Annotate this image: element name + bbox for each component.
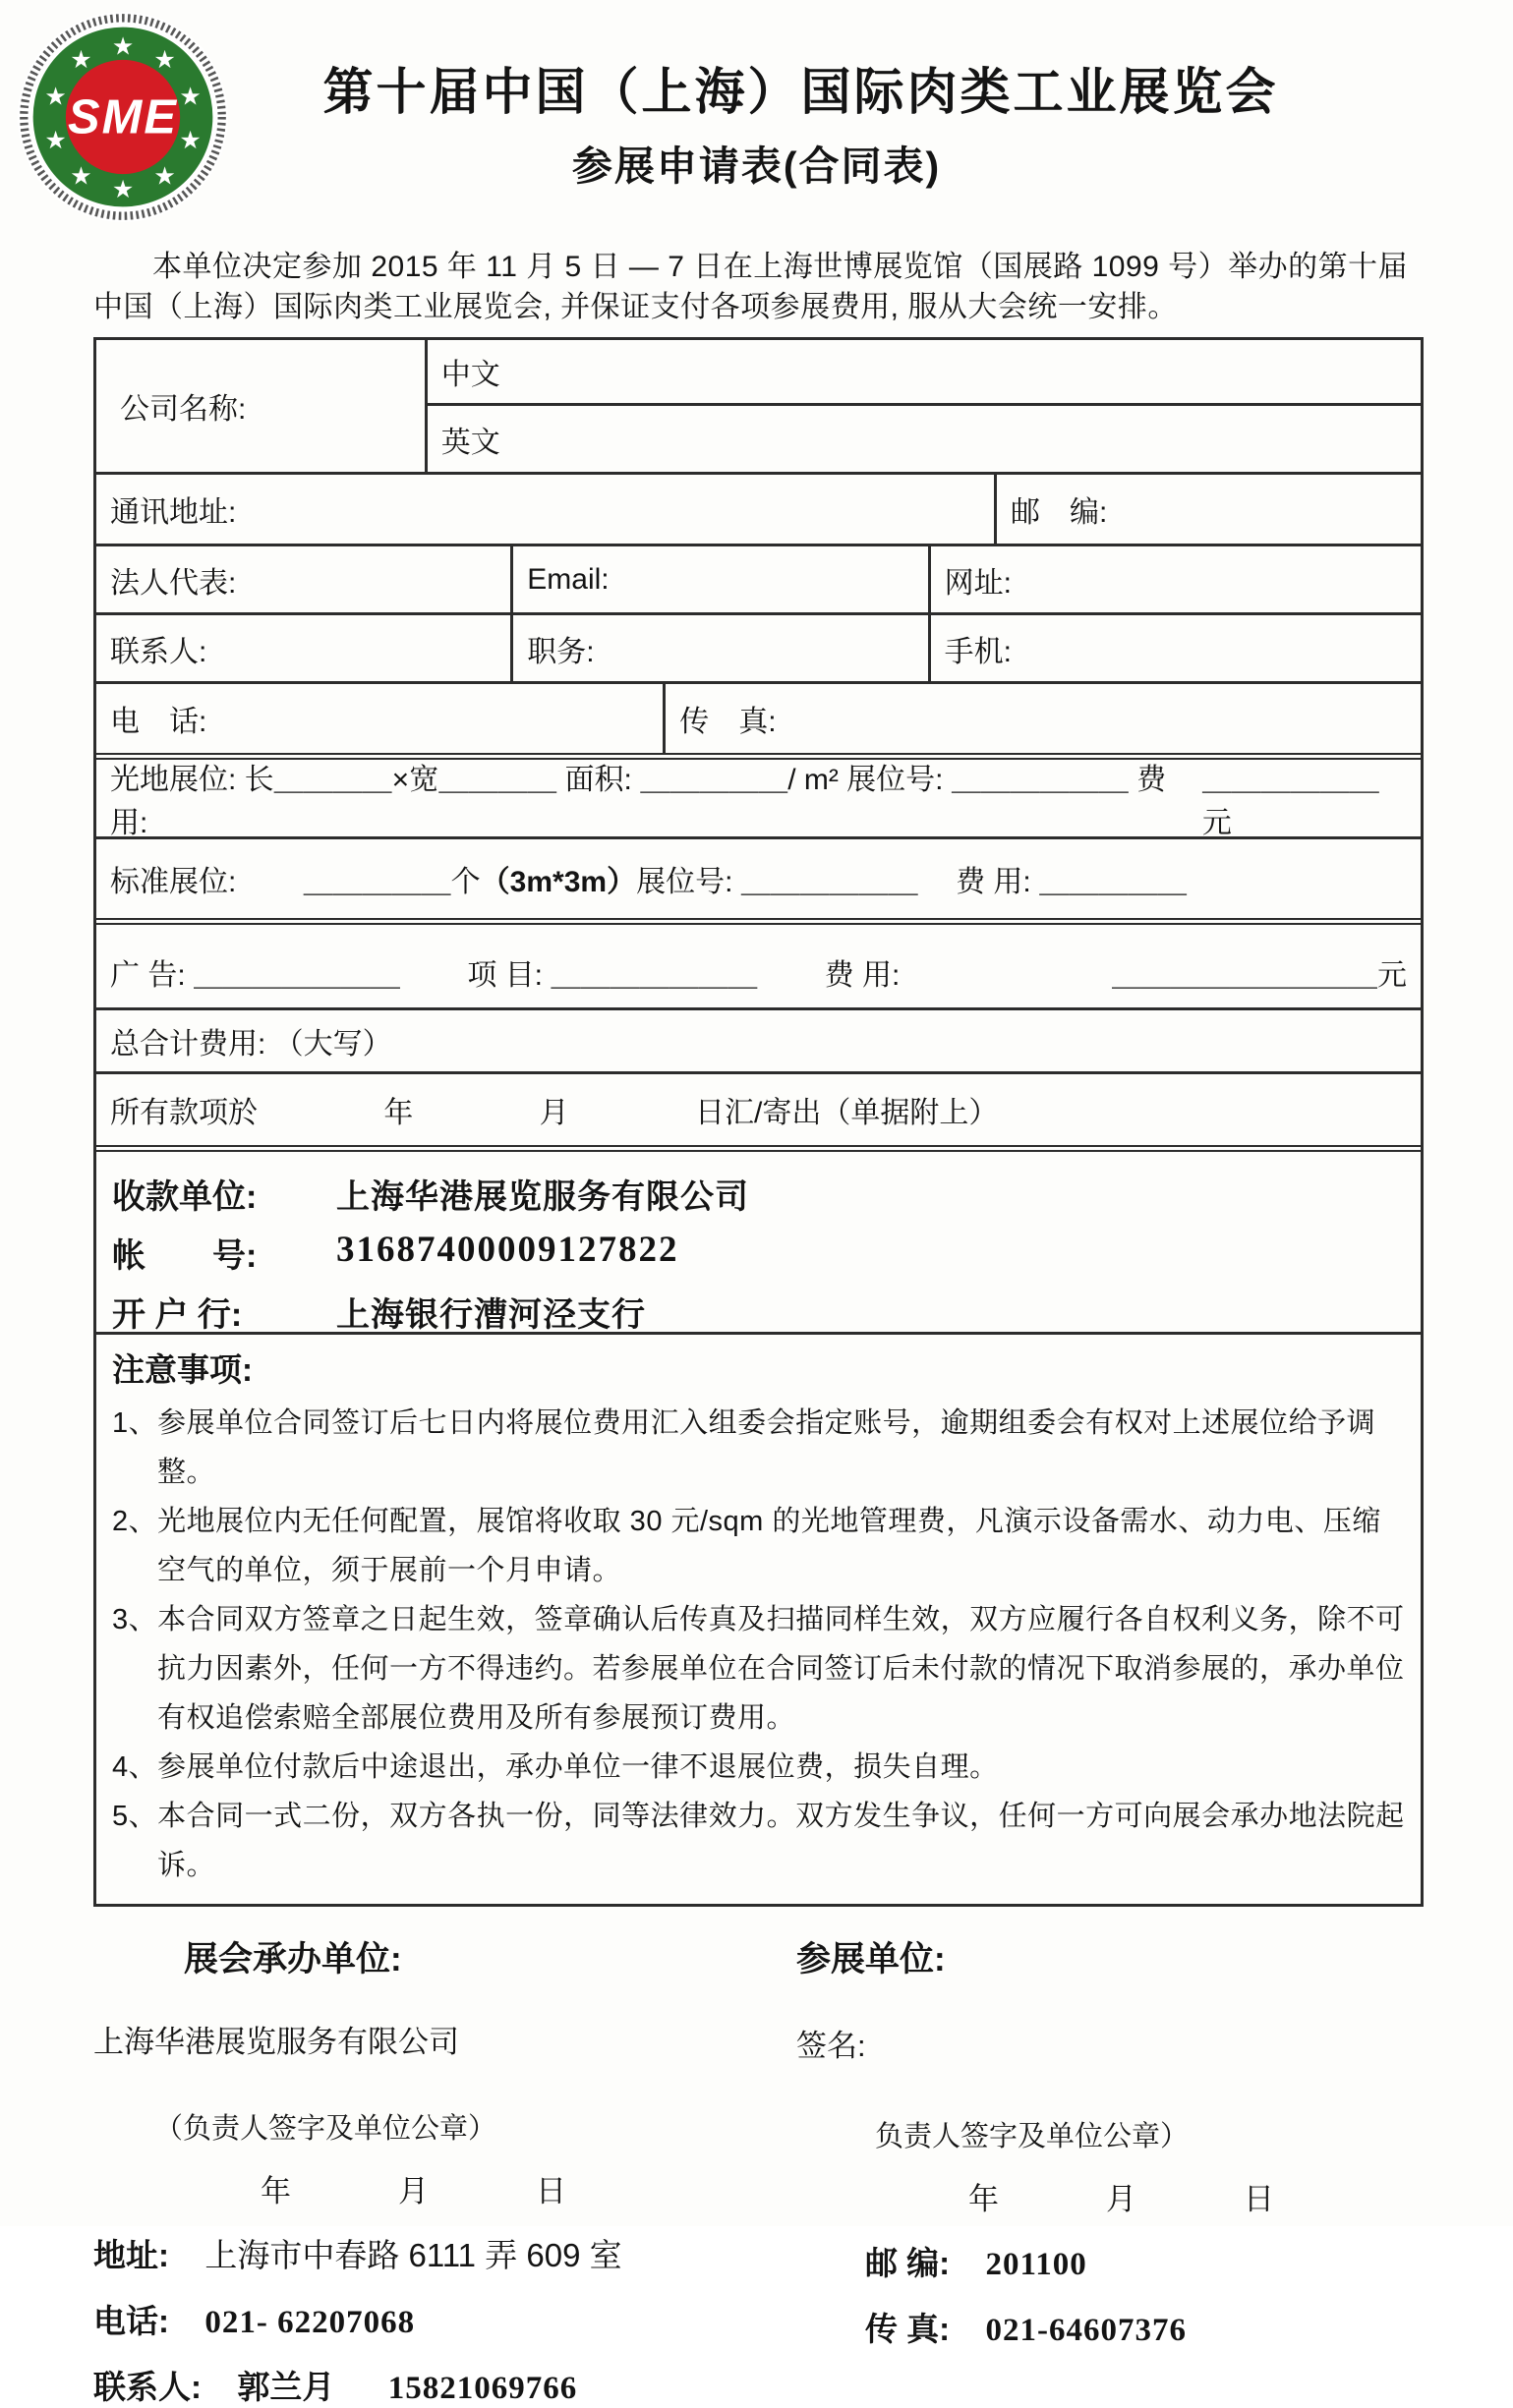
organizer-date-line[interactable]: 年 月 日	[261, 2174, 570, 2208]
organizer-phone-value: 021- 62207068	[204, 2305, 416, 2340]
job-title-field[interactable]	[513, 615, 930, 681]
exhibitor-fax-line	[865, 2304, 1513, 2350]
organizer-company-name: 上海华港展览服务有限公司	[93, 2025, 459, 2059]
bank-branch-label: 开 户 行:	[112, 1296, 243, 1334]
total-fee-field[interactable]	[96, 1010, 1421, 1071]
address-label: 通讯地址:	[110, 496, 237, 529]
organizer-phone-line	[93, 2296, 708, 2342]
phone-label: 电 话:	[110, 706, 207, 738]
organizer-contact-label: 联系人:	[93, 2369, 202, 2405]
sme-expo-logo	[16, 10, 230, 224]
svg-text:★: ★	[44, 127, 67, 155]
payee-value: 上海华港展览服务有限公司	[336, 1178, 749, 1216]
sme-logo-graphic	[16, 10, 230, 224]
company-name-cn-label: 中文	[440, 359, 500, 391]
organizer-heading: 展会承办单位:	[184, 1940, 402, 1978]
account-number-label: 帐 号:	[112, 1237, 258, 1275]
phone-field[interactable]	[96, 684, 666, 753]
raw-space-booth-text: 光地展位: 长＿＿＿＿×宽＿＿＿＿ 面积: ＿＿＿＿＿/ m² 展位号: ＿＿＿＿＿＿ 费 用:	[110, 764, 1167, 839]
raw-space-booth-field[interactable]	[96, 760, 1421, 839]
exhibitor-fax-value: 021-64607376	[985, 2313, 1188, 2348]
notes-heading: 注意事项:	[112, 1351, 253, 1388]
svg-text:★: ★	[44, 83, 67, 111]
exhibitor-date-line[interactable]: 年 月 日	[968, 2182, 1278, 2216]
note-item-4: 4、参展单位付款后中途退出，承办单位一律不退展位费，损失自理。	[112, 1751, 999, 1783]
email-label: Email:	[527, 562, 610, 596]
organizer-address-line	[93, 2230, 708, 2276]
svg-text:★: ★	[70, 162, 92, 191]
intro-paragraph: 本单位决定参加 2015 年 11 月 5 日 — 7 日在上海世博展览馆（国展路 1099 号）举办的第十届中国（上海）国际肉类工业展览会, 并保证支付各项参展费用, 服从大会统一安排。	[93, 251, 1409, 323]
fax-field[interactable]	[666, 684, 1421, 753]
company-name-block	[96, 340, 1421, 472]
advertisement-text: 广 告: ＿＿＿＿＿＿＿ 项 目: ＿＿＿＿＿＿＿ 费 用:	[110, 959, 901, 992]
bank-branch-line	[112, 1288, 1421, 1336]
account-number-value: 31687400009127822	[336, 1230, 679, 1270]
standard-booth-field[interactable]	[96, 839, 1421, 918]
svg-text:★: ★	[111, 176, 135, 204]
svg-text:★: ★	[179, 83, 202, 111]
mobile-label: 手机:	[944, 635, 1012, 668]
application-form-table	[93, 337, 1424, 1907]
notes-block	[96, 1332, 1421, 1904]
payment-date-text: 所有款项於 年 月 日汇/寄出（单据附上）	[110, 1097, 999, 1129]
legal-rep-row	[96, 544, 1421, 612]
raw-space-booth-row	[96, 753, 1421, 839]
company-name-label: 公司名称:	[120, 393, 247, 426]
exhibitor-zip-label: 邮 编:	[865, 2245, 951, 2281]
advertisement-field[interactable]	[96, 925, 1421, 1007]
contact-person-label: 联系人:	[110, 635, 207, 668]
contact-person-field[interactable]	[96, 615, 513, 681]
payment-date-row	[96, 1071, 1421, 1145]
exhibitor-fax-label: 传 真:	[865, 2311, 951, 2347]
company-name-label-cell	[96, 340, 428, 472]
zip-label: 邮 编:	[1010, 496, 1108, 529]
payment-date-field[interactable]	[96, 1074, 1421, 1145]
job-title-label: 职务:	[527, 635, 595, 668]
contact-row	[96, 612, 1421, 681]
standard-booth-pre: 标准展位: ＿＿＿＿＿个	[110, 866, 481, 898]
address-field[interactable]	[96, 475, 997, 544]
exhibitor-column	[708, 1932, 1513, 2408]
mobile-field[interactable]	[931, 615, 1421, 681]
total-fee-label: 总合计费用: （大写）	[110, 1028, 392, 1061]
svg-text:★: ★	[179, 127, 202, 155]
address-row	[96, 472, 1421, 544]
zip-field[interactable]	[997, 475, 1421, 544]
organizer-column	[93, 1932, 708, 2408]
note-item-1: 1、参展单位合同签订后七日内将展位费用汇入组委会指定账号，逾期组委会有权对上述展位给予调整。	[112, 1407, 1376, 1488]
organizer-sign-note: （负责人签字及单位公章）	[154, 2113, 497, 2145]
advertisement-row	[96, 918, 1421, 1007]
website-field[interactable]	[931, 546, 1421, 612]
svg-text:★: ★	[70, 46, 92, 75]
company-name-fields	[428, 340, 1421, 472]
website-label: 网址:	[944, 566, 1012, 600]
standard-booth-row	[96, 836, 1421, 918]
account-number-line	[112, 1229, 1421, 1277]
advertisement-fee-blank: ＿＿＿＿＿＿＿＿＿元	[1112, 959, 1407, 992]
organizer-phone-label: 电话:	[93, 2303, 169, 2339]
phone-fax-row	[96, 681, 1421, 753]
fax-label: 传 真:	[679, 706, 777, 738]
company-name-en-field[interactable]	[428, 406, 1421, 472]
total-fee-row	[96, 1007, 1421, 1071]
organizer-address-label: 地址:	[93, 2237, 169, 2273]
svg-text:★: ★	[153, 162, 176, 191]
payee-label: 收款单位:	[112, 1178, 258, 1216]
exhibitor-signature-field[interactable]: 签名:	[796, 2029, 866, 2063]
organizer-contact-name: 郭兰月	[237, 2369, 335, 2405]
note-item-5: 5、本合同一式二份，双方各执一份，同等法律效力。双方发生争议，任何一方可向展会承办地法院起诉。	[112, 1801, 1405, 1881]
raw-space-booth-fee-blank: ＿＿＿＿＿＿元	[1201, 764, 1379, 839]
exhibitor-heading: 参展单位:	[796, 1940, 946, 1978]
page-title: 第十届中国（上海）国际肉类工业展览会	[322, 64, 1279, 120]
company-name-cn-field[interactable]	[428, 340, 1421, 406]
svg-text:★: ★	[153, 46, 176, 75]
note-item-2: 2、光地展位内无任何配置，展馆将收取 30 元/sqm 的光地管理费，凡演示设备需水、动力电、压缩空气的单位，须于展前一个月申请。	[112, 1506, 1381, 1586]
legal-rep-label: 法人代表:	[110, 566, 237, 600]
page-subtitle: 参展申请表(合同表)	[571, 143, 942, 189]
signature-section	[93, 1932, 1513, 2408]
exhibitor-zip-line	[865, 2238, 1513, 2284]
logo-sme-letters: SME	[68, 90, 178, 144]
email-field[interactable]	[513, 546, 930, 612]
organizer-address-value: 上海市中春路 6111 弄 609 室	[204, 2237, 622, 2273]
standard-booth-post: 展位号: ＿＿＿＿＿＿ 费 用: ＿＿＿＿＿	[636, 866, 1188, 898]
organizer-contact-line	[93, 2362, 708, 2408]
payee-line	[112, 1170, 1421, 1218]
organizer-contact-phone: 15821069766	[387, 2371, 578, 2406]
svg-text:★: ★	[111, 32, 135, 61]
bank-info-block	[96, 1145, 1421, 1332]
legal-rep-field[interactable]	[96, 546, 513, 612]
note-item-3: 3、本合同双方签章之日起生效，签章确认后传真及扫描同样生效，双方应履行各自权利义务，除不可抗力因素外，任何一方不得违约。若参展单位在合同签订后未付款的情况下取消参展的，承办单位有权追偿索赔全部展位费用及所有参展预订费用。	[112, 1604, 1405, 1734]
standard-booth-size: （3m*3m）	[480, 866, 637, 898]
exhibitor-sign-note: 负责人签字及单位公章）	[875, 2121, 1190, 2152]
bank-branch-value: 上海银行漕河泾支行	[336, 1296, 646, 1334]
company-name-en-label: 英文	[440, 426, 500, 459]
exhibitor-zip-value: 201100	[985, 2247, 1087, 2282]
